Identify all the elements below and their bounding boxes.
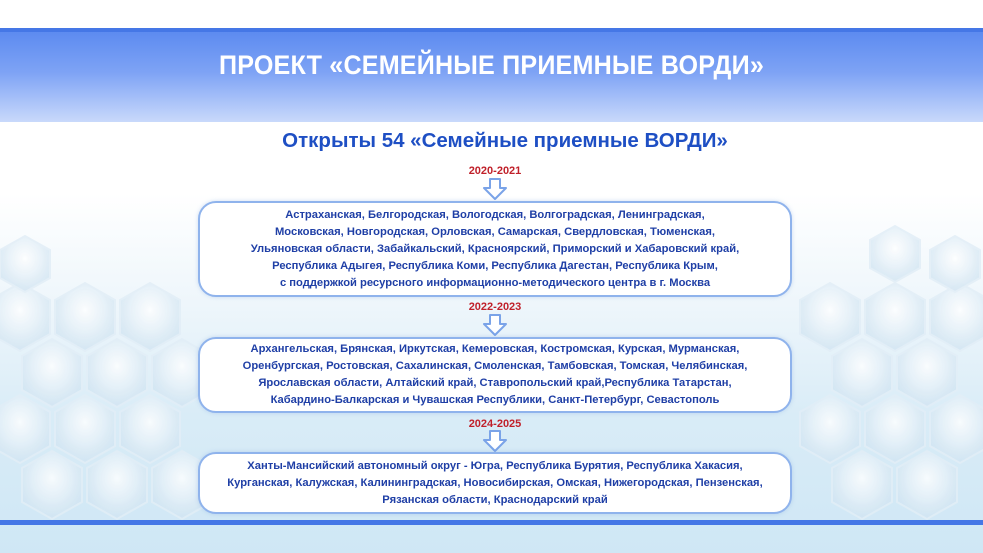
region-line: Ярославская области, Алтайский край, Ставропольский край,Республика Татарстан, bbox=[258, 377, 732, 389]
region-line: Курганская, Калужская, Калининградская, Новосибирская, Омская, Нижегородская, Пензенская, bbox=[227, 476, 763, 489]
region-list bbox=[251, 207, 739, 292]
region-line: Архангельская, Брянская, Иркутская, Кемеровская, Костромская, Курская, Мурманская, bbox=[250, 343, 740, 355]
region-line: Московская, Новгородская, Орловская, Самарская, Свердловская, Тюменская, bbox=[274, 225, 716, 238]
down-arrow-icon bbox=[482, 314, 508, 336]
period-label-3: 2024-2025 bbox=[468, 418, 522, 430]
region-line: Республика Адыгея, Республика Коми, Республика Дагестан, Республика Крым, bbox=[272, 259, 718, 272]
region-box-2024-2025 bbox=[198, 452, 792, 514]
region-line: Ульяновская области, Забайкальский, Красноярский, Приморский и Хабаровский край, bbox=[250, 242, 740, 255]
region-box-2020-2021 bbox=[198, 201, 792, 297]
down-arrow-icon bbox=[482, 430, 508, 452]
region-list bbox=[243, 341, 748, 409]
period-label-2: 2022-2023 bbox=[468, 301, 522, 313]
region-line: Астраханская, Белгородская, Вологодская, Волгоградская, Ленинградская, bbox=[285, 208, 705, 221]
page-title: ПРОЕКТ «СЕМЕЙНЫЕ ПРИЕМНЫЕ ВОРДИ» bbox=[218, 50, 765, 80]
bottom-bar bbox=[0, 520, 983, 525]
period-label-1: 2020-2021 bbox=[468, 165, 522, 177]
region-line: с поддержкой ресурсного информационно-методического центра в г. Москва bbox=[279, 276, 711, 289]
region-line: Кабардино-Балкарская и Чувашская Республики, Санкт-Петербург, Севастополь bbox=[270, 394, 720, 406]
region-line: Оренбургская, Ростовская, Сахалинская, Смоленская, Тамбовская, Томская, Челябинская, bbox=[242, 360, 748, 372]
region-list bbox=[227, 458, 762, 509]
region-box-2022-2023 bbox=[198, 337, 792, 413]
region-line: Рязанская области, Краснодарский край bbox=[382, 493, 608, 506]
subtitle: Открыты 54 «Семейные приемные ВОРДИ» bbox=[282, 129, 728, 152]
region-line: Ханты-Мансийский автономный округ - Югра, Республика Бурятия, Республика Хакасия, bbox=[247, 459, 743, 472]
down-arrow-icon bbox=[482, 178, 508, 200]
